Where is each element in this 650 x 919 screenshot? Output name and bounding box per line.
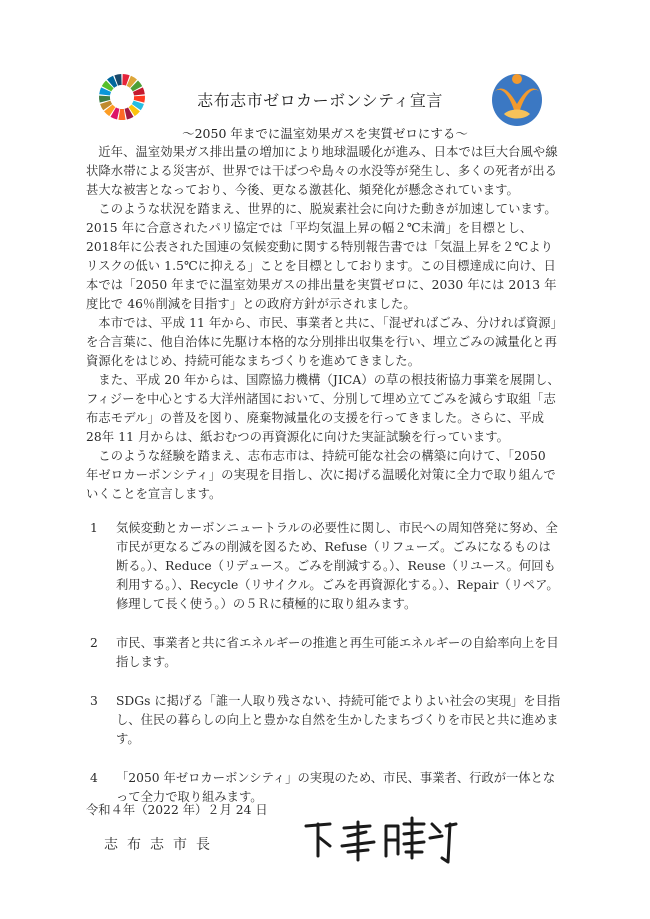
item-number: 1: [90, 521, 98, 535]
list-item: [86, 692, 562, 749]
signature-image: [300, 812, 460, 872]
item-text: 市民、事業者と共に省エネルギーの推進と再生可能エネルギーの自給率向上を目指します。: [116, 636, 559, 669]
sdg-wheel-icon: [98, 73, 146, 121]
declaration-body: [86, 143, 562, 504]
item-text: SDGs に掲げる「誰一人取り残さない、持続可能でよりよい社会の実現」を目指し、住民の暮らしの向上と豊かな自然を生かしたまちづくりを市民と共に進めます。: [116, 694, 561, 746]
declaration-date: 令和４年（2022 年）２月 24 日: [86, 803, 268, 817]
item-text: 「2050 年ゼロカーボンシティ」の実現のため、市民、事業者、行政が一体となって全力で取り組みます。: [116, 771, 556, 804]
list-item: [86, 634, 562, 672]
item-number: 4: [90, 771, 98, 785]
city-emblem-icon: [490, 70, 544, 128]
item-number: 3: [90, 694, 98, 708]
mayor-title: 志布志市長: [104, 837, 219, 853]
page-subtitle: ～2050 年までに温室効果ガスを実質ゼロにする～: [182, 126, 468, 141]
item-text: 気候変動とカーボンニュートラルの必要性に関し、市民への周知啓発に努め、全市民が更なるごみの削減を図るため、Refuse（リフューズ。ごみになるものは断る。）、Reduce（リデュース。ごみを削減する。）、Reuse（リユース。何回も利用する。）、Recycle（リサイクル。ごみを再資源化する。）、Repair（リペア。修理して長く使う。）の５Ｒに積極的に取り組みます。: [116, 521, 559, 611]
paragraph: このような状況を踏まえ、世界的に、脱炭素社会に向けた動きが加速しています。2015 年に合意されたパリ協定では「平均気温上昇の幅２℃未満」を目標とし、2018年に公表された国連の気候変動に関する特別報告書では「気温上昇を２℃よりリスクの低い 1.5℃に抑える」ことを目標としております。この目標達成に向け、日本では「2050 年までに温室効果ガスの排出量を実質ゼロに、2030 年には 2013 年度比で 46％削減を目指す」との政府方針が示されました。: [86, 202, 557, 311]
paragraph: 本市では、平成 11 年から、市民、事業者と共に、「混ぜればごみ、分ければ資源」を合言葉に、他自治体に先駆け本格的な分別排出収集を行い、埋立ごみの減量化と再資源化をはじめ、持続可能なまちづくりを進めてきました。: [86, 316, 558, 368]
paragraph: このような経験を踏まえ、志布志市は、持続可能な社会の構築に向けて、「2050 年ゼロカーボンシティ」の実現を目指し、次に掲げる温暖化対策に全力で取り組んでいくことを宣言します。: [86, 449, 556, 501]
item-number: 2: [90, 636, 98, 650]
page-title: 志布志市ゼロカーボンシティ宣言: [197, 91, 443, 110]
commitment-list: [86, 519, 562, 827]
paragraph: また、平成 20 年からは、国際協力機構（JICA）の草の根技術協力事業を展開し、フィジーを中心とする大洋州諸国において、分別して埋め立てごみを減らす取組「志布志モデル」の普及を図り、廃棄物減量化の支援を行ってきました。さらに、平成 28年 11 月からは、紙おむつの再資源化に向けた実証試験を行っています。: [86, 373, 560, 444]
sdg-wheel-segment: [118, 109, 125, 120]
paragraph: 近年、温室効果ガス排出量の増加により地球温暖化が進み、日本では巨大台風や線状降水帯による災害が、世界では干ばつや島々の水没等が発生し、多くの死者が出る甚大な被害となっており、今後、更なる激甚化、頻発化が懸念されています。: [86, 145, 558, 197]
list-item: [86, 519, 562, 614]
